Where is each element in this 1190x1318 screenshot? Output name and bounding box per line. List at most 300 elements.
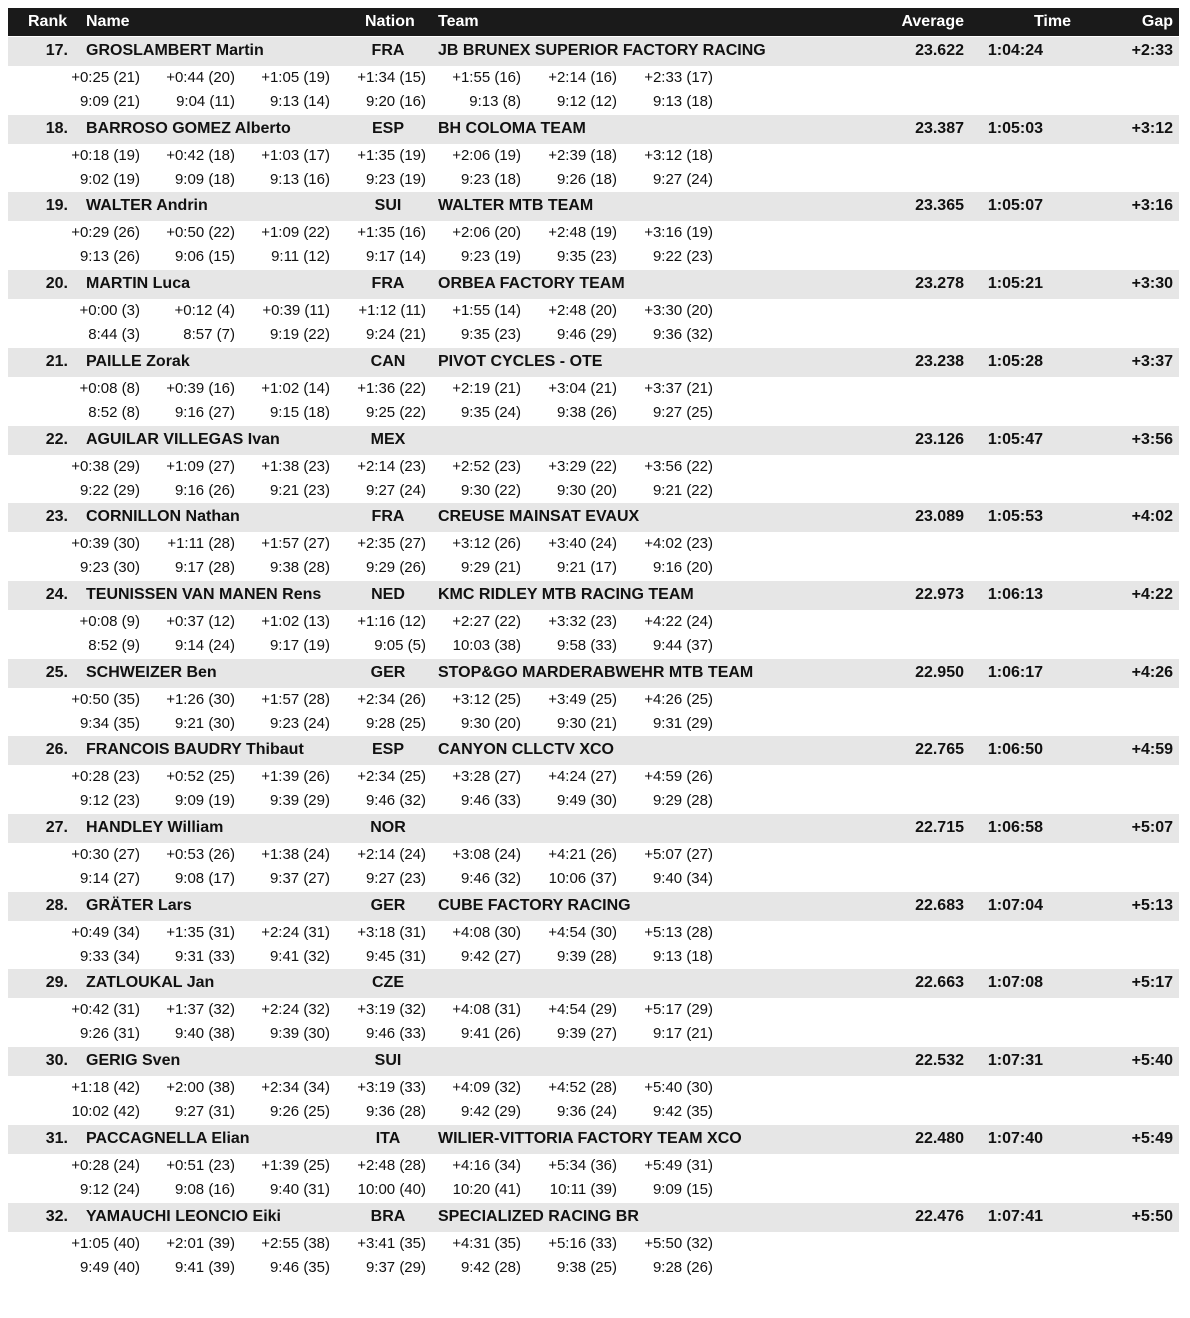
rider-nation: FRA (371, 42, 405, 59)
split-gap: +1:35 (16) (357, 224, 426, 242)
split-gap: +0:53 (26) (166, 846, 235, 863)
rider-splits (8, 66, 1179, 115)
rider-average: 23.387 (915, 119, 964, 137)
rider-gap: +3:56 (1131, 430, 1173, 448)
rider-summary-row (8, 426, 1179, 455)
split-gap: +1:09 (27) (166, 457, 235, 475)
lap-time: 9:31 (29) (652, 714, 713, 732)
rider-time: 1:05:21 (987, 275, 1043, 293)
split-gap: +0:39 (11) (262, 302, 330, 320)
rider-average: 22.480 (915, 1129, 964, 1147)
rider-gap: +4:26 (1131, 663, 1173, 681)
rider-rank: 24. (45, 585, 68, 603)
split-gap: +1:09 (22) (261, 224, 330, 242)
lap-time: 9:40 (34) (652, 870, 713, 887)
lap-time: 9:23 (18) (460, 170, 521, 188)
rider-nation: SUI (374, 1052, 402, 1070)
rider-nation: GER (370, 896, 406, 914)
lap-time: 9:17 (21) (652, 1025, 713, 1043)
lap-time: 9:39 (27) (556, 1025, 617, 1043)
split-gap: +0:42 (18) (166, 146, 235, 164)
rider-splits (8, 998, 1179, 1047)
rider-summary-row (8, 348, 1179, 377)
lap-time: 9:30 (20) (556, 481, 617, 499)
rider-gap: +4:22 (1131, 585, 1173, 603)
rider-time: 1:06:13 (987, 585, 1043, 603)
lap-time: 9:49 (40) (79, 1258, 140, 1276)
lap-time: 9:11 (12) (271, 248, 330, 266)
rider-nation: MEX (370, 430, 406, 448)
rider-name: SCHWEIZER Ben (86, 663, 217, 681)
rider-time: 1:05:03 (987, 119, 1043, 137)
lap-time: 9:37 (27) (269, 870, 330, 887)
split-gap: +1:38 (24) (261, 846, 330, 863)
lap-time: 9:42 (27) (460, 947, 521, 965)
header-average: Average (901, 13, 964, 30)
lap-time: 9:33 (34) (79, 947, 140, 965)
rider-time: 1:05:07 (987, 197, 1043, 215)
lap-time: 9:15 (18) (269, 403, 330, 421)
rider-rank: 29. (45, 974, 68, 992)
split-gap: +0:00 (3) (79, 302, 140, 320)
lap-time: 9:29 (28) (652, 792, 713, 810)
rider-row (8, 581, 1179, 659)
split-gap: +4:09 (32) (452, 1079, 521, 1097)
split-gap: +5:40 (30) (644, 1079, 713, 1097)
rider-rank: 32. (45, 1207, 68, 1225)
lap-time: 9:29 (26) (365, 559, 426, 577)
split-gap: +5:34 (36) (548, 1156, 617, 1174)
rider-row (8, 659, 1179, 737)
rider-rank: 28. (45, 896, 68, 914)
split-gap: +1:26 (30) (166, 690, 235, 708)
lap-time: 9:27 (24) (652, 170, 713, 188)
rider-name: PACCAGNELLA Elian (86, 1129, 250, 1147)
rider-rank: 19. (45, 197, 68, 215)
split-gap: +4:22 (24) (644, 612, 713, 630)
results-table-header (8, 8, 1179, 36)
rider-time: 1:05:47 (987, 430, 1043, 448)
rider-rank: 20. (45, 275, 68, 293)
lap-time: 9:37 (29) (365, 1258, 426, 1276)
split-gap: +4:59 (26) (644, 768, 713, 786)
split-gap: +4:08 (31) (452, 1001, 521, 1019)
split-gap: +1:35 (31) (166, 923, 235, 941)
lap-time: 9:17 (28) (174, 559, 235, 577)
split-gap: +0:49 (34) (71, 923, 140, 941)
split-gap: +5:50 (32) (644, 1234, 713, 1252)
split-gap: +4:02 (23) (644, 535, 713, 553)
lap-time: 9:16 (27) (174, 403, 235, 421)
rider-name: PAILLE Zorak (86, 352, 190, 370)
rider-splits (8, 455, 1179, 504)
split-gap: +3:18 (31) (357, 923, 426, 941)
lap-time: 9:27 (25) (652, 403, 713, 421)
lap-time: 9:16 (20) (652, 559, 713, 577)
rider-average: 23.622 (915, 42, 964, 59)
lap-time: 9:19 (22) (269, 326, 330, 344)
split-gap: +0:51 (23) (166, 1156, 235, 1174)
split-gap: +2:34 (25) (357, 768, 426, 786)
lap-time: 9:41 (39) (174, 1258, 235, 1276)
split-gap: +3:19 (33) (357, 1079, 426, 1097)
lap-time: 9:30 (21) (556, 714, 617, 732)
split-gap: +5:13 (28) (644, 923, 713, 941)
rider-nation: FRA (371, 275, 405, 293)
split-gap: +1:39 (26) (261, 768, 330, 786)
header-name: Name (86, 13, 130, 30)
split-gap: +2:24 (32) (261, 1001, 330, 1019)
rider-time: 1:07:31 (987, 1052, 1043, 1070)
rider-team: ORBEA FACTORY TEAM (438, 275, 625, 293)
rider-row (8, 1125, 1179, 1203)
split-gap: +1:37 (32) (166, 1001, 235, 1019)
rider-gap: +3:30 (1131, 275, 1173, 293)
rider-name: GRÄTER Lars (86, 896, 192, 914)
split-gap: +1:05 (40) (71, 1234, 140, 1252)
header-rank: Rank (28, 13, 68, 30)
rider-summary-row (8, 1047, 1179, 1076)
split-gap: +0:18 (19) (71, 146, 140, 164)
split-gap: +2:52 (23) (452, 457, 521, 475)
rider-team: CREUSE MAINSAT EVAUX (438, 508, 640, 526)
lap-time: 9:46 (33) (460, 792, 521, 810)
lap-time: 8:52 (8) (88, 403, 140, 421)
split-gap: +1:34 (15) (357, 69, 426, 86)
lap-time: 10:11 (39) (549, 1180, 617, 1198)
lap-time: 9:27 (23) (365, 870, 426, 887)
rider-gap: +5:07 (1131, 819, 1173, 836)
lap-time: 10:03 (38) (452, 636, 521, 654)
lap-time: 9:06 (15) (174, 248, 235, 266)
lap-time: 9:17 (14) (365, 248, 426, 266)
lap-time: 9:08 (16) (174, 1180, 235, 1198)
rider-row (8, 1047, 1179, 1125)
lap-time: 9:35 (24) (460, 403, 521, 421)
split-gap: +3:30 (20) (644, 302, 713, 320)
rider-time: 1:07:41 (987, 1207, 1043, 1225)
rider-rank: 17. (45, 42, 68, 59)
lap-time: 9:39 (29) (269, 792, 330, 810)
rider-team: JB BRUNEX SUPERIOR FACTORY RACING (438, 42, 766, 59)
lap-time: 9:39 (30) (269, 1025, 330, 1043)
rider-team: CANYON CLLCTV XCO (438, 741, 614, 759)
lap-time: 9:46 (35) (269, 1258, 330, 1276)
split-gap: +4:54 (29) (548, 1001, 617, 1019)
split-gap: +1:57 (28) (261, 690, 330, 708)
lap-time: 9:22 (23) (652, 248, 713, 266)
rider-name: TEUNISSEN VAN MANEN Rens (86, 585, 322, 603)
lap-time: 9:41 (26) (460, 1025, 521, 1043)
lap-time: 9:38 (26) (556, 403, 617, 421)
rider-name: GERIG Sven (86, 1052, 181, 1070)
lap-time: 9:38 (28) (269, 559, 330, 577)
rider-splits (8, 921, 1179, 970)
split-gap: +0:08 (8) (79, 379, 140, 397)
lap-time: 9:36 (28) (365, 1103, 426, 1121)
rider-splits (8, 765, 1179, 814)
lap-time: 9:14 (24) (174, 636, 235, 654)
rider-nation: NOR (370, 819, 406, 836)
header-gap: Gap (1141, 13, 1173, 30)
rider-name: BARROSO GOMEZ Alberto (86, 119, 291, 137)
rider-row (8, 37, 1179, 115)
rider-nation: CZE (372, 974, 404, 992)
lap-time: 9:13 (26) (79, 248, 140, 266)
rider-rank: 26. (45, 741, 68, 759)
rider-team: WALTER MTB TEAM (438, 197, 594, 215)
rider-gap: +5:50 (1131, 1207, 1173, 1225)
lap-time: 9:30 (22) (460, 481, 521, 499)
header-time: Time (1033, 13, 1071, 30)
lap-time: 9:23 (24) (269, 714, 330, 732)
lap-time: 9:27 (31) (174, 1103, 235, 1121)
rider-average: 23.278 (915, 275, 964, 293)
lap-time: 9:29 (21) (460, 559, 521, 577)
rider-row (8, 814, 1179, 892)
split-gap: +0:08 (9) (79, 612, 140, 630)
lap-time: 9:25 (22) (365, 403, 426, 421)
lap-time: 9:28 (26) (652, 1258, 713, 1276)
split-gap: +5:49 (31) (644, 1156, 713, 1174)
rider-nation: BRA (370, 1207, 406, 1225)
lap-time: 9:28 (25) (365, 714, 426, 732)
rider-name: FRANCOIS BAUDRY Thibaut (86, 741, 304, 759)
split-gap: +3:29 (22) (548, 457, 617, 475)
rider-rank: 31. (45, 1129, 68, 1147)
rider-name: AGUILAR VILLEGAS Ivan (86, 430, 280, 448)
rider-rank: 25. (45, 663, 68, 681)
lap-time: 9:21 (30) (174, 714, 235, 732)
split-gap: +0:50 (35) (71, 690, 140, 708)
split-gap: +1:16 (12) (357, 612, 426, 630)
rider-time: 1:05:28 (987, 352, 1043, 370)
rider-row (8, 892, 1179, 970)
rider-summary-row (8, 1125, 1179, 1154)
split-gap: +2:00 (38) (166, 1079, 235, 1097)
rider-splits (8, 377, 1179, 426)
rider-time: 1:07:04 (987, 896, 1043, 914)
rider-average: 23.238 (915, 352, 964, 370)
lap-time: 9:31 (33) (174, 947, 235, 965)
rider-splits (8, 1154, 1179, 1203)
rider-splits (8, 221, 1179, 270)
split-gap: +2:35 (27) (357, 535, 426, 553)
rider-splits (8, 1232, 1179, 1281)
lap-time: 9:40 (38) (174, 1025, 235, 1043)
rider-summary-row (8, 37, 1179, 66)
split-gap: +2:48 (20) (548, 302, 617, 320)
rider-row (8, 969, 1179, 1047)
rider-name: CORNILLON Nathan (86, 508, 240, 526)
lap-time: 9:17 (19) (269, 636, 330, 654)
rider-summary-row (8, 503, 1179, 532)
rider-average: 22.950 (915, 663, 964, 681)
rider-row (8, 348, 1179, 426)
lap-time: 9:04 (11) (176, 93, 235, 110)
lap-time: 9:30 (20) (460, 714, 521, 732)
lap-time: 9:13 (14) (269, 93, 330, 110)
split-gap: +0:52 (25) (166, 768, 235, 786)
lap-time: 9:23 (19) (365, 170, 426, 188)
split-gap: +3:12 (26) (452, 535, 521, 553)
rider-team: SPECIALIZED RACING BR (438, 1207, 639, 1225)
split-gap: +5:16 (33) (548, 1234, 617, 1252)
lap-time: 8:44 (3) (88, 326, 140, 344)
split-gap: +1:11 (28) (167, 535, 235, 553)
split-gap: +3:41 (35) (357, 1234, 426, 1252)
split-gap: +0:37 (12) (166, 612, 235, 630)
split-gap: +3:49 (25) (548, 690, 617, 708)
rider-name: HANDLEY William (86, 819, 224, 836)
rider-time: 1:05:53 (987, 508, 1043, 526)
rider-time: 1:07:40 (987, 1129, 1043, 1147)
rider-nation: FRA (371, 508, 405, 526)
rider-average: 22.532 (915, 1052, 964, 1070)
rider-nation: NED (371, 585, 405, 603)
lap-time: 9:27 (24) (365, 481, 426, 499)
lap-time: 9:35 (23) (460, 326, 521, 344)
rider-row (8, 115, 1179, 193)
rider-row (8, 503, 1179, 581)
rider-team: STOP&GO MARDERABWEHR MTB TEAM (438, 663, 754, 681)
split-gap: +0:28 (23) (71, 768, 140, 786)
lap-time: 9:46 (33) (365, 1025, 426, 1043)
split-gap: +1:18 (42) (71, 1079, 140, 1097)
lap-time: 9:09 (18) (174, 170, 235, 188)
lap-time: 9:42 (35) (652, 1103, 713, 1121)
rider-time: 1:04:24 (987, 42, 1043, 59)
lap-time: 9:22 (29) (79, 481, 140, 499)
split-gap: +2:14 (24) (357, 846, 426, 863)
lap-time: 9:20 (16) (365, 93, 426, 110)
rider-team: BH COLOMA TEAM (438, 119, 586, 137)
split-gap: +4:31 (35) (452, 1234, 521, 1252)
lap-time: 9:41 (32) (269, 947, 330, 965)
split-gap: +2:34 (34) (261, 1079, 330, 1097)
rider-splits (8, 843, 1179, 892)
split-gap: +1:55 (16) (452, 69, 521, 86)
split-gap: +3:56 (22) (644, 457, 713, 475)
split-gap: +2:33 (17) (644, 69, 713, 86)
split-gap: +4:26 (25) (644, 690, 713, 708)
lap-time: 9:26 (31) (79, 1025, 140, 1043)
lap-time: 9:09 (15) (652, 1180, 713, 1198)
rider-gap: +5:49 (1131, 1129, 1173, 1147)
lap-time: 9:44 (37) (652, 636, 713, 654)
lap-time: 9:12 (23) (79, 792, 140, 810)
lap-time: 9:02 (19) (79, 170, 140, 188)
lap-time: 9:49 (30) (556, 792, 617, 810)
lap-time: 10:00 (40) (357, 1180, 426, 1198)
rider-gap: +5:13 (1131, 896, 1173, 914)
split-gap: +1:35 (19) (357, 146, 426, 164)
split-gap: +3:32 (23) (548, 612, 617, 630)
rider-summary-row (8, 659, 1179, 688)
split-gap: +0:39 (30) (71, 535, 140, 553)
rider-splits (8, 1076, 1179, 1125)
rider-row (8, 192, 1179, 270)
lap-time: 9:16 (26) (174, 481, 235, 499)
rider-average: 22.663 (915, 974, 964, 992)
split-gap: +3:19 (32) (357, 1001, 426, 1019)
rider-name: WALTER Andrin (86, 197, 208, 215)
split-gap: +4:16 (34) (452, 1156, 521, 1174)
lap-time: 9:08 (17) (174, 870, 235, 887)
rider-rank: 30. (45, 1052, 68, 1070)
rider-splits (8, 299, 1179, 348)
rider-rank: 27. (45, 819, 68, 836)
rider-gap: +3:12 (1131, 119, 1173, 137)
split-gap: +2:14 (23) (357, 457, 426, 475)
split-gap: +4:24 (27) (548, 768, 617, 786)
lap-time: 9:46 (32) (365, 792, 426, 810)
rider-summary-row (8, 192, 1179, 221)
rider-summary-row (8, 115, 1179, 144)
lap-time: 9:46 (32) (460, 870, 521, 887)
split-gap: +1:02 (14) (261, 379, 330, 397)
split-gap: +3:04 (21) (548, 379, 617, 397)
lap-time: 9:05 (5) (374, 636, 426, 654)
split-gap: +4:54 (30) (548, 923, 617, 941)
rider-name: MARTIN Luca (86, 275, 190, 293)
rider-average: 23.089 (915, 508, 964, 526)
split-gap: +1:03 (17) (261, 146, 330, 164)
rider-gap: +4:02 (1131, 508, 1173, 526)
rider-average: 23.126 (915, 430, 964, 448)
split-gap: +2:14 (16) (548, 69, 617, 86)
lap-time: 9:42 (29) (460, 1103, 521, 1121)
split-gap: +1:05 (19) (261, 69, 330, 86)
rider-average: 22.683 (915, 896, 964, 914)
split-gap: +1:12 (11) (358, 302, 426, 320)
lap-time: 10:06 (37) (548, 870, 617, 887)
lap-time: 9:13 (8) (469, 93, 521, 110)
split-gap: +4:21 (26) (548, 846, 617, 863)
rider-name: GROSLAMBERT Martin (86, 42, 264, 59)
rider-gap: +5:17 (1131, 974, 1173, 992)
rider-time: 1:06:17 (987, 663, 1043, 681)
rider-team: WILIER-VITTORIA FACTORY TEAM XCO (438, 1129, 742, 1147)
lap-time: 9:23 (30) (79, 559, 140, 577)
lap-time: 9:13 (18) (652, 93, 713, 110)
split-gap: +3:12 (18) (644, 146, 713, 164)
rider-row (8, 270, 1179, 348)
lap-time: 8:57 (7) (183, 326, 235, 344)
rider-team: PIVOT CYCLES - OTE (438, 352, 603, 370)
rider-summary-row (8, 814, 1179, 843)
split-gap: +3:28 (27) (452, 768, 521, 786)
lap-time: 9:13 (18) (652, 947, 713, 965)
rider-team: KMC RIDLEY MTB RACING TEAM (438, 585, 694, 603)
lap-time: 9:40 (31) (269, 1180, 330, 1198)
rider-summary-row (8, 1203, 1179, 1232)
split-gap: +0:38 (29) (71, 457, 140, 475)
rider-time: 1:07:08 (987, 974, 1043, 992)
split-gap: +0:39 (16) (166, 379, 235, 397)
header-team: Team (438, 13, 479, 30)
lap-time: 9:24 (21) (365, 326, 426, 344)
split-gap: +2:24 (31) (261, 923, 330, 941)
lap-time: 10:02 (42) (71, 1103, 140, 1121)
rider-average: 22.765 (915, 741, 964, 759)
split-gap: +1:39 (25) (261, 1156, 330, 1174)
rider-average: 22.973 (915, 585, 964, 603)
rider-rank: 23. (45, 508, 68, 526)
lap-time: 9:35 (23) (556, 248, 617, 266)
split-gap: +1:02 (13) (261, 612, 330, 630)
lap-time: 8:52 (9) (88, 636, 140, 654)
